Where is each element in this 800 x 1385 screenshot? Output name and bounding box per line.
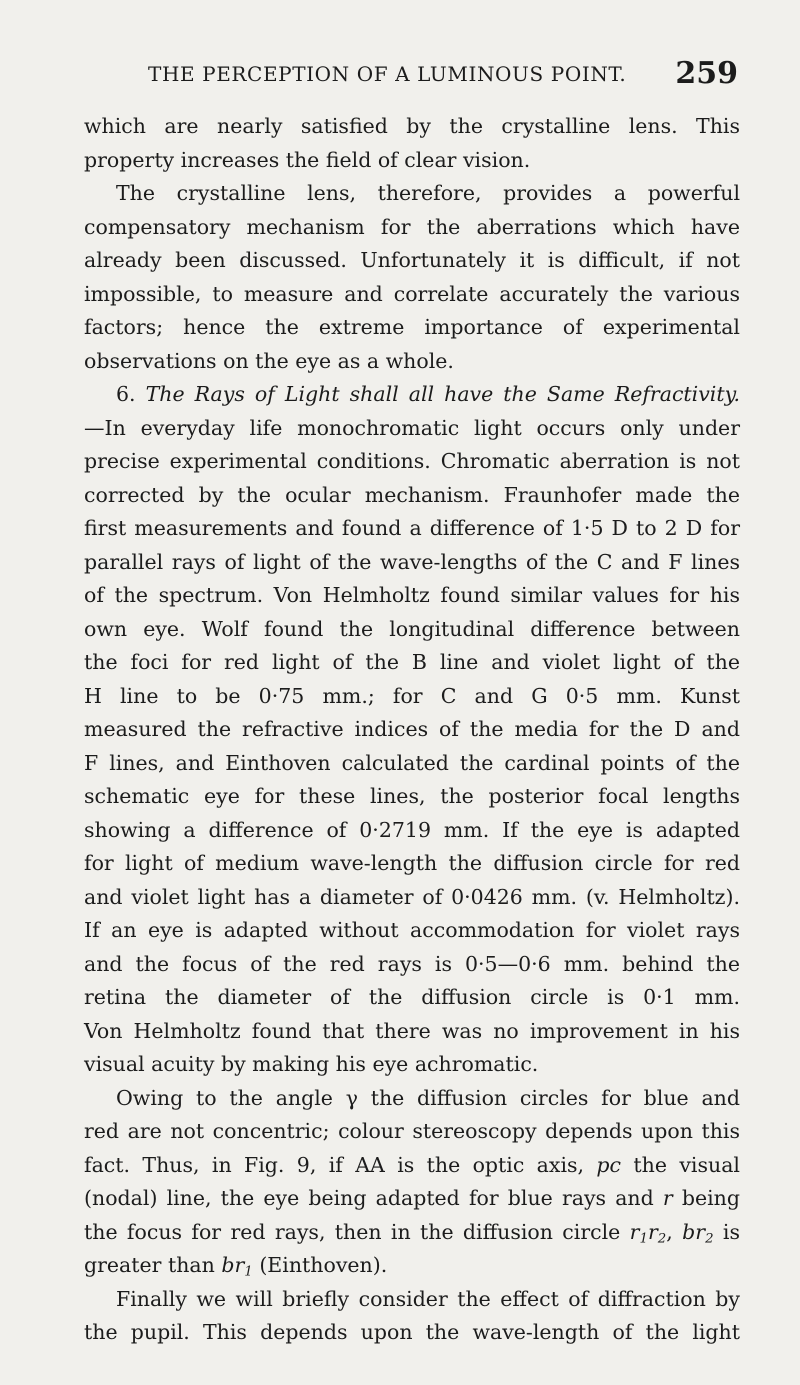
text-line: the focus for red rays, then in the diffusion circle $r_1r_2$, $br_2$ is: [84, 1219, 740, 1246]
section-number: 6.: [116, 382, 136, 406]
italic-term: r: [662, 1186, 673, 1210]
text-line: precise experimental conditions. Chromatic aberration is not: [84, 449, 740, 473]
italic-term: $br_2$: [682, 1219, 714, 1246]
text-line: H line to be 0·75 mm.; for C and G 0·5 mm. Kunst: [84, 683, 740, 708]
text-line: (nodal) line, the eye being adapted for blue rays and r being: [84, 1186, 740, 1210]
text-line: measured the refractive indices of the media for the D and: [84, 717, 740, 741]
running-head-title: THE PERCEPTION OF A LUMINOUS POINT.: [148, 62, 627, 86]
text-line: The crystalline lens, therefore, provides a powerful: [116, 181, 740, 205]
text-line: the pupil. This depends upon the wave-length of the light: [84, 1320, 740, 1344]
text-line: red are not concentric; colour stereoscopy depends upon this: [84, 1119, 740, 1143]
text-line: corrected by the ocular mechanism. Fraunhofer made the: [84, 482, 740, 507]
text-line: observations on the eye as a whole.: [84, 348, 454, 373]
italic-term: $br_1$: [221, 1253, 253, 1280]
italic-term: $r_1r_2$: [629, 1219, 667, 1246]
text-line: and the focus of the red rays is 0·5—0·6 mm. behind the: [84, 951, 740, 976]
text-line: and violet light has a diameter of 0·0426 mm. (v. Helmholtz).: [84, 884, 740, 909]
text-line: property increases the field of clear vision.: [84, 147, 531, 172]
text-line: compensatory mechanism for the aberrations which have: [84, 214, 740, 239]
text-line: showing a difference of 0·2719 mm. If the eye is adapted: [84, 817, 740, 842]
text-line: Owing to the angle γ the diffusion circles for blue and: [116, 1085, 740, 1110]
text-line: parallel rays of light of the wave-lengths of the C and F lines: [84, 549, 740, 574]
body-text: [84, 110, 740, 1350]
text-line: impossible, to measure and correlate accurately the various: [84, 281, 740, 306]
text-line: F lines, and Einthoven calculated the cardinal points of the: [84, 750, 740, 775]
text-line: own eye. Wolf found the longitudinal difference between: [84, 616, 740, 641]
italic-term: pc: [596, 1152, 622, 1177]
section-heading-line: [84, 378, 740, 412]
text-line: already been discussed. Unfortunately it is difficult, if not: [84, 248, 740, 272]
text-line: Von Helmholtz found that there was no improvement in his: [84, 1018, 740, 1043]
text-line: for light of medium wave-length the diffusion circle for red: [84, 851, 740, 875]
text-line: schematic eye for these lines, the posterior focal lengths: [84, 784, 740, 808]
section-title: The Rays of Light shall all have the Same Refractivity.: [145, 382, 740, 406]
running-head: [84, 56, 738, 91]
text-line: Finally we will briefly consider the effect of diffraction by: [116, 1286, 740, 1311]
text-line: greater than $br_1$ (Einthoven).: [84, 1253, 388, 1280]
text-line: fact. Thus, in Fig. 9, if AA is the optic axis, pc the visual: [84, 1152, 740, 1177]
text-line: the foci for red light of the B line and violet light of the: [84, 650, 740, 674]
text-line: —In everyday life monochromatic light occurs only under: [84, 415, 740, 440]
text-line: visual acuity by making his eye achromatic.: [84, 1052, 539, 1076]
text-line: which are nearly satisfied by the crystalline lens. This: [84, 114, 740, 138]
text-line: of the spectrum. Von Helmholtz found similar values for his: [84, 583, 740, 607]
text-line: first measurements and found a difference of 1·5 D to 2 D for: [84, 516, 740, 540]
text-line: retina the diameter of the diffusion circle is 0·1 mm.: [84, 985, 740, 1009]
text-line: factors; hence the extreme importance of experimental: [84, 315, 740, 339]
text-line: If an eye is adapted without accommodation for violet rays: [84, 918, 740, 942]
page-number: 259: [675, 56, 738, 91]
